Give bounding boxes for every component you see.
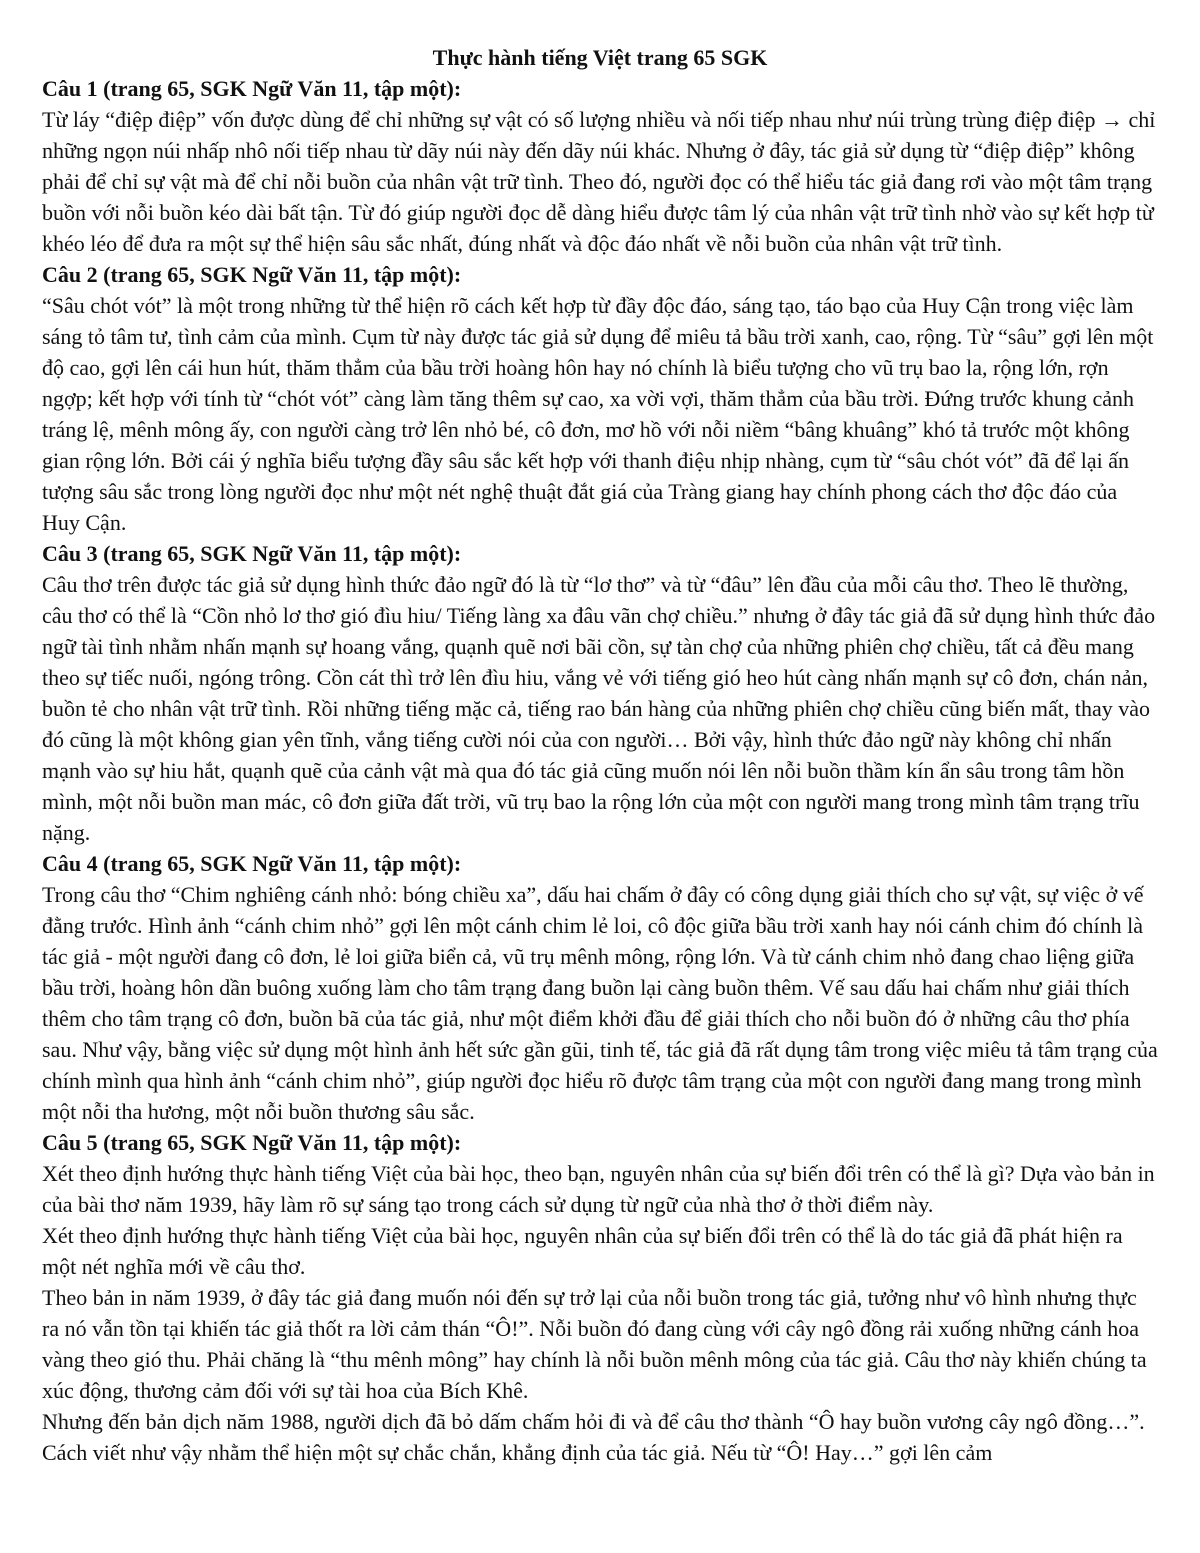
section-paragraph: Xét theo định hướng thực hành tiếng Việt của bài học, nguyên nhân của sự biến đổi trên có thể là do tác giả đã phát hiện ra một nét nghĩa mới về câu thơ. (42, 1223, 1123, 1279)
section-paragraph: Trong câu thơ “Chim nghiêng cánh nhỏ: bóng chiều xa”, dấu hai chấm ở đây có công dụng giải thích cho sự vật, sự việc ở vế đằng trước. Hình ảnh “cánh chim nhỏ” gợi lên một cánh chim lẻ loi, cô độc giữa bầu trời xanh hay nói cánh chim đó chính là tác giả - một người đang cô đơn, lẻ loi giữa biển cả, vũ trụ mênh mông, rộng lớn. Và từ cánh chim nhỏ đang chao liệng giữa bầu trời, hoàng hôn dần buông xuống làm cho tâm trạng đang buồn lại càng buồn thêm. Vế sau dấu hai chấm như giải thích thêm cho tâm trạng cô đơn, buồn bã của tác giả, như một điểm khởi đầu để giải thích cho nỗi buồn đó ở những câu thơ phía sau. Như vậy, bằng việc sử dụng một hình ảnh hết sức gần gũi, tinh tế, tác giả đã rất dụng tâm trong việc miêu tả tâm trạng của chính mình qua hình ảnh “cánh chim nhỏ”, giúp người đọc hiểu rõ được tâm trạng của một con người đang mang trong mình một nỗi tha hương, một nỗi buồn thương sâu sắc. (42, 882, 1158, 1124)
section-heading: Câu 5 (trang 65, SGK Ngữ Văn 11, tập một): (42, 1130, 462, 1155)
section-paragraph: Câu thơ trên được tác giả sử dụng hình thức đảo ngữ đó là từ “lơ thơ” và từ “đâu” lên đầu của mỗi câu thơ. Theo lẽ thường, câu thơ có thể là “Cồn nhỏ lơ thơ gió đìu hiu/ Tiếng làng xa đâu vãn chợ chiều.” nhưng ở đây tác giả đã sử dụng hình thức đảo ngữ tài tình nhằm nhấn mạnh sự hoang vắng, quạnh quẽ nơi bãi cồn, sự tàn chợ của những phiên chợ chiều, tất cả đều mang theo sự tiếc nuối, ngóng trông. Cồn cát thì trở lên đìu hiu, vắng vẻ với tiếng gió heo hút càng nhấn mạnh sự cô đơn, chán nản, buồn tẻ cho nhân vật trữ tình. Rồi những tiếng mặc cả, tiếng rao bán hàng của những phiên chợ chiều cũng biến mất, thay vào đó cũng là một không gian yên tĩnh, vắng tiếng cười nói của con người… Bởi vậy, hình thức đảo ngữ này không chỉ nhấn mạnh vào sự hiu hắt, quạnh quẽ của cảnh vật mà qua đó tác giả cũng muốn nói lên nỗi buồn thầm kín ẩn sâu trong tâm hồn mình, một nỗi buồn man mác, cô đơn giữa đất trời, vũ trụ bao la rộng lớn của một con người mang trong mình tâm trạng trĩu nặng. (42, 572, 1156, 845)
section-paragraph: Nhưng đến bản dịch năm 1988, người dịch đã bỏ dấm chấm hỏi đi và để câu thơ thành “Ô hay buồn vương cây ngô đồng…”. Cách viết như vậy nhằm thể hiện một sự chắc chắn, khẳng định của tác giả. Nếu từ “Ô! Hay…” gợi lên cảm (42, 1409, 1145, 1465)
section-heading: Câu 2 (trang 65, SGK Ngữ Văn 11, tập một): (42, 262, 462, 287)
section-cau-4 (42, 848, 1158, 1127)
section-heading: Câu 1 (trang 65, SGK Ngữ Văn 11, tập một): (42, 76, 462, 101)
section-paragraph: Theo bản in năm 1939, ở đây tác giả đang muốn nói đến sự trở lại của nỗi buồn trong tác giả, tưởng như vô hình nhưng thực ra nó vẫn tồn tại khiến tác giả thốt ra lời cảm thán “Ô!”. Nỗi buồn đó đang cùng với cây ngô đồng rải xuống những cánh hoa vàng theo gió thu. Phải chăng là “thu mênh mông” hay chính là nỗi buồn mênh mông của tác giả. Câu thơ này khiến chúng ta xúc động, thương cảm đối với sự tài hoa của Bích Khê. (42, 1285, 1147, 1403)
section-heading: Câu 3 (trang 65, SGK Ngữ Văn 11, tập một): (42, 541, 462, 566)
document-title: Thực hành tiếng Việt trang 65 SGK (432, 45, 768, 70)
section-heading: Câu 4 (trang 65, SGK Ngữ Văn 11, tập một): (42, 851, 462, 876)
section-paragraph: Từ láy “điệp điệp” vốn được dùng để chỉ những sự vật có số lượng nhiều và nối tiếp nhau như núi trùng trùng điệp điệp → chỉ những ngọn núi nhấp nhô nối tiếp nhau từ dãy núi này đến dãy núi khác. Nhưng ở đây, tác giả sử dụng từ “điệp điệp” không phải để chỉ sự vật mà để chỉ nỗi buồn của nhân vật trữ tình. Theo đó, người đọc có thể hiểu tác giả đang rơi vào một tâm trạng buồn với nỗi buồn kéo dài bất tận. Từ đó giúp người đọc dễ dàng hiểu được tâm lý của nhân vật trữ tình nhờ vào sự kết hợp từ khéo léo để đưa ra một sự thể hiện sâu sắc nhất, đúng nhất và độc đáo nhất về nỗi buồn của nhân vật trữ tình. (42, 107, 1156, 256)
section-cau-2 (42, 259, 1158, 538)
section-paragraph: Xét theo định hướng thực hành tiếng Việt của bài học, theo bạn, nguyên nhân của sự biến đổi trên có thể là gì? Dựa vào bản in của bài thơ năm 1939, hãy làm rõ sự sáng tạo trong cách sử dụng từ ngữ của nhà thơ ở thời điểm này. (42, 1161, 1155, 1217)
section-cau-3 (42, 538, 1158, 848)
section-cau-5 (42, 1127, 1158, 1468)
section-cau-1 (42, 73, 1158, 259)
section-paragraph: “Sâu chót vót” là một trong những từ thể hiện rõ cách kết hợp từ đầy độc đáo, sáng tạo, táo bạo của Huy Cận trong việc làm sáng tỏ tâm tư, tình cảm của mình. Cụm từ này được tác giả sử dụng để miêu tả bầu trời xanh, cao, rộng. Từ “sâu” gợi lên một độ cao, gợi lên cái hun hút, thăm thẳm của bầu trời hoàng hôn hay nó chính là biểu tượng cho vũ trụ bao la, rộng lớn, rợn ngợp; kết hợp với tính từ “chót vót” càng làm tăng thêm sự cao, xa vời vợi, thăm thẳm của bầu trời. Đứng trước khung cảnh tráng lệ, mênh mông ấy, con người càng trở lên nhỏ bé, cô đơn, mơ hồ với nỗi niềm “bâng khuâng” khó tả trước một không gian rộng lớn. Bởi cái ý nghĩa biểu tượng đầy sâu sắc kết hợp với thanh điệu nhịp nhàng, cụm từ “sâu chót vót” đã để lại ấn tượng sâu sắc trong lòng người đọc như một nét nghệ thuật đắt giá của Tràng giang hay chính phong cách thơ độc đáo của Huy Cận. (42, 293, 1154, 535)
